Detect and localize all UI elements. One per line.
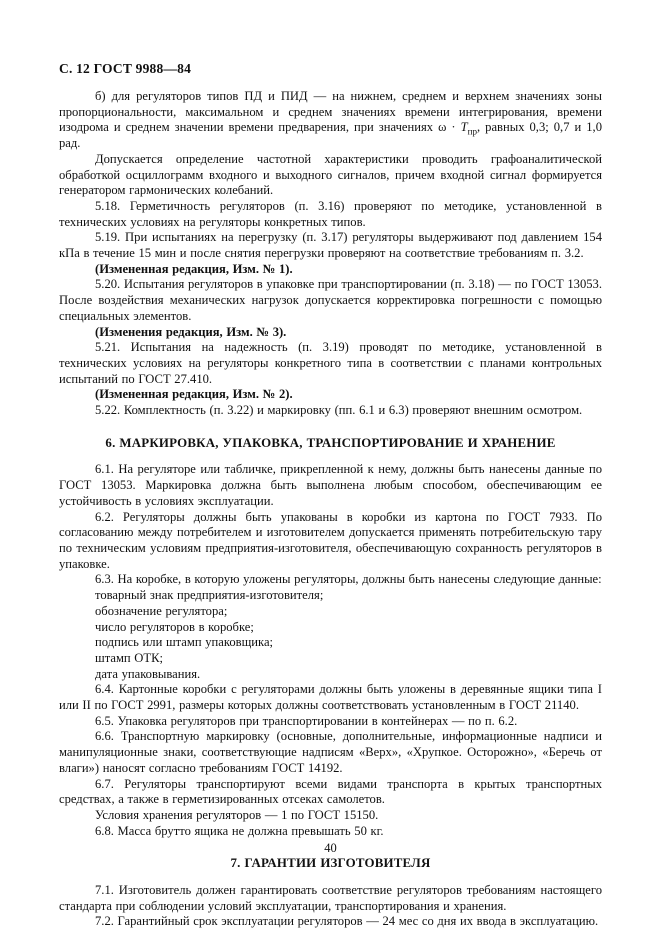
text-run: 6.6. Транспортную маркировку (основные, дополнительные, информационные надписи и манипуляционные знаки, соответствующие надписям «Верх», «Хрупкое. Осторожно», «Беречь от влаги») наносят согласно требованиям ГОСТ 14192. <box>59 729 602 775</box>
text-run: 6.1. На регуляторе или табличке, прикрепленной к нему, должны быть нанесены данные по ГОСТ 13053. Маркировка должна быть выполнена любым способом, обеспечивающим ее устойчивость в условиях эксплуатации. <box>59 462 602 508</box>
text-run: товарный знак предприятия-изготовителя; <box>95 588 324 603</box>
paragraph <box>59 230 602 261</box>
section-heading <box>59 436 602 452</box>
text-run: 6.7. Регуляторы транспортируют всеми видами транспорта в крытых транспортных средствах, а также в герметизированных отсеках самолетов. <box>59 776 602 807</box>
text-run: пр <box>467 126 477 137</box>
text-run: 6. МАРКИРОВКА, УПАКОВКА, ТРАНСПОРТИРОВАНИЕ И ХРАНЕНИЕ <box>105 435 556 450</box>
text-run: T <box>460 120 468 135</box>
paragraph <box>59 808 602 824</box>
text-run: штамп ОТК; <box>95 650 163 665</box>
text-run: Допускается определение частотной характеристики проводить графоаналитической обработкой осциллограмм входного и выходного сигналов, причем входной сигнал формируется генератором гармонических колебаний. <box>59 151 602 198</box>
text-run: Условия хранения регуляторов — 1 по ГОСТ 15150. <box>95 807 379 822</box>
text-run: 5.19. При испытаниях на перегрузку (п. 3.17) регуляторы выдерживают под давлением 154 кПа в течение 15 мин и после снятия перегрузки проверяют на соответствие требованиям п. 3.2. <box>59 230 602 261</box>
text-run: (Изменения редакция, Изм. № 3). <box>95 324 287 339</box>
text-run: (Измененная редакция, Изм. № 2). <box>95 387 293 402</box>
text-run: , равных 0,3; 0,7 и 1,0 рад. <box>59 120 602 151</box>
text-run: дата упаковывания. <box>95 666 201 681</box>
paragraph <box>59 729 602 776</box>
text-run: 5.18. Герметичность регуляторов (п. 3.16) проверяют по методике, установленной в технических условиях на регуляторы конкретных типов. <box>59 198 602 229</box>
page-number: 40 <box>324 841 337 855</box>
paragraph <box>59 667 602 683</box>
text-run: б) для регуляторов типов ПД и ПИД — на нижнем, среднем и верхнем значениях зоны пропорциональности, максимальном и среднем значениях времени интегрирования, времени изодрома и среднем значении времени предварения, при значениях ω · <box>59 89 602 135</box>
text-run: 5.21. Испытания на надежность (п. 3.19) проводят по методике, установленной в технических условиях на регуляторы конкретного типа в соответствии с планами контрольных испытаний по ГОСТ 27.410. <box>59 340 602 386</box>
text-run: (Измененная редакция, Изм. № 1). <box>95 261 293 276</box>
paragraph <box>59 883 602 914</box>
paragraph <box>59 152 602 199</box>
section-heading <box>59 856 602 872</box>
paragraph <box>59 199 602 230</box>
text-run: подпись или штамп упаковщика; <box>95 635 274 650</box>
text-run: 6.8. Масса брутто ящика не должна превышать 50 кг. <box>95 823 384 838</box>
text-run: 7. ГАРАНТИИ ИЗГОТОВИТЕЛЯ <box>230 856 431 871</box>
text-run: 6.5. Упаковка регуляторов при транспортировании в контейнерах — по п. 6.2. <box>95 713 518 728</box>
text-run: 7.2. Гарантийный срок эксплуатации регуляторов — 24 мес со дня их ввода в эксплуатацию. <box>95 914 599 929</box>
paragraph <box>59 777 602 808</box>
paragraph <box>59 588 602 604</box>
paragraph <box>59 914 602 930</box>
paragraph <box>59 651 602 667</box>
paragraph <box>59 325 602 341</box>
paragraph <box>59 462 602 509</box>
paragraph <box>59 89 602 152</box>
paragraph <box>59 620 602 636</box>
text-run: 5.20. Испытания регуляторов в упаковке при транспортировании (п. 3.18) — по ГОСТ 13053. После воздействия механических нагрузок допускается корректировка погрешности с помощью специальных элементов. <box>59 277 602 323</box>
paragraph <box>59 604 602 620</box>
paragraph <box>59 635 602 651</box>
paragraph <box>59 714 602 730</box>
text-run: 6.3. На коробке, в которую уложены регуляторы, должны быть нанесены следующие данные: <box>95 572 602 587</box>
text-run: 7.1. Изготовитель должен гарантировать соответствие регуляторов требованиям настоящего стандарта при соблюдении условий эксплуатации, транспортирования и хранения. <box>59 883 602 913</box>
paragraph <box>59 572 602 588</box>
paragraph <box>59 262 602 278</box>
text-run: 6.2. Регуляторы должны быть упакованы в коробки из картона по ГОСТ 7933. По согласованию между потребителем и изготовителем допускается применять потребительскую тару по техническим условиям предприятия-изготовителя, обеспечивающую сохранность регуляторов в упаковке. <box>59 509 602 571</box>
paragraph <box>59 340 602 387</box>
text-run: число регуляторов в коробке; <box>95 619 254 634</box>
paragraph <box>59 403 602 419</box>
paragraph <box>59 824 602 840</box>
paragraph <box>59 510 602 573</box>
document-body <box>59 89 602 930</box>
paragraph <box>59 682 602 713</box>
text-run: 6.4. Картонные коробки с регуляторами должны быть уложены в деревянные ящики типа I или II по ГОСТ 2991, размеры которых должны соответствовать установленным в ГОСТ 21140. <box>59 682 602 713</box>
text-run: 5.22. Комплектность (п. 3.22) и маркировку (пп. 6.1 и 6.3) проверяют внешним осмотром. <box>95 403 583 418</box>
paragraph <box>59 277 602 324</box>
paragraph <box>59 387 602 403</box>
page-header: С. 12 ГОСТ 9988—84 <box>59 61 192 76</box>
text-run: обозначение регулятора; <box>95 603 228 618</box>
